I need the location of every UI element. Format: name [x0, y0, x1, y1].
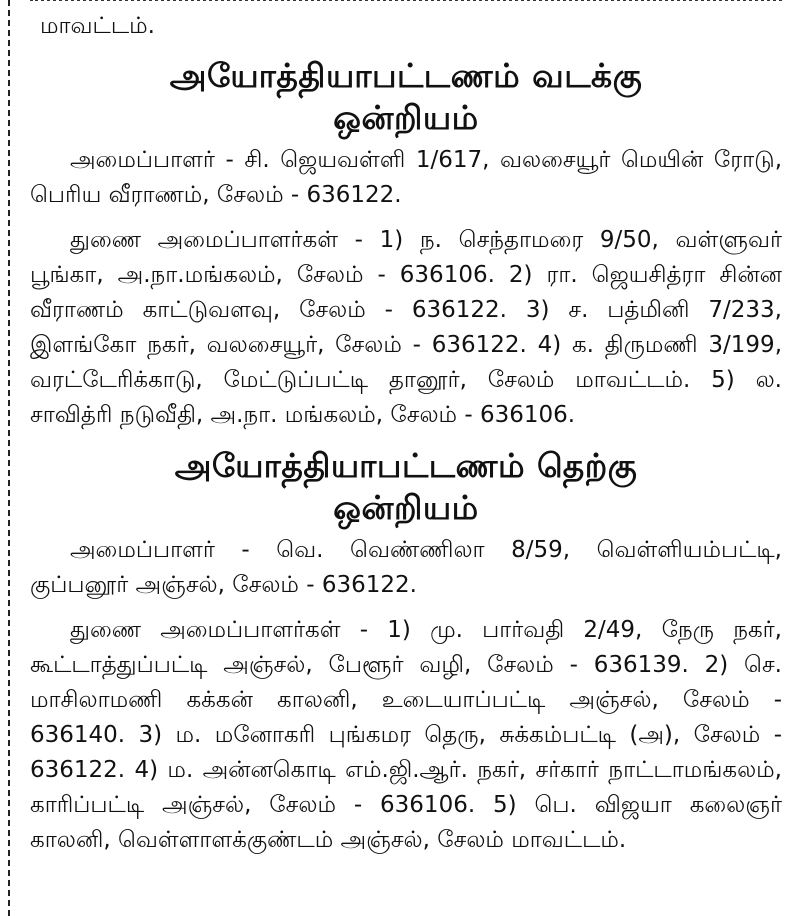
- section-south-union: [30, 445, 782, 858]
- section-heading-line1: அயோத்தியாபட்டணம் தெற்கு: [174, 446, 638, 485]
- previous-paragraph-end: மாவட்டம்.: [40, 13, 155, 39]
- clipped-previous-line: [30, 0, 782, 9]
- deputy-organizers-paragraph: துணை அமைப்பாளர்கள் - 1) ந. செந்தாமரை 9/50, வள்ளுவர் பூங்கா, அ.நா.மங்கலம், சேலம் - 636106. 2) ரா. ஜெயசித்ரா சின்ன வீராணம் காட்டுவளவு, சேலம் - 636122. 3) ச. பத்மினி 7/233, இளங்கோ நகர், வலசையூர், சேலம் - 636122. 4) க. திருமணி 3/199, வரட்டேரிக்காடு, மேட்டுப்பட்டி தானூர், சேலம் மாவட்டம். 5) ல. சாவித்ரி நடுவீதி, அ.நா. மங்கலம், சேலம் - 636106.: [30, 227, 782, 428]
- section-heading-line2: ஒன்றியம்: [333, 98, 479, 137]
- deputy-organizers-paragraph: துணை அமைப்பாளர்கள் - 1) மு. பார்வதி 2/49, நேரு நகர், கூட்டாத்துப்பட்டி அஞ்சல், பேளூர் வழி, சேலம் - 636139. 2) செ. மாசிலாமணி கக்கன் காலனி, உடையாப்பட்டி அஞ்சல், சேலம் - 636140. 3) ம. மனோகரி புங்கமர தெரு, சுக்கம்பட்டி (அ), சேலம் - 636122. 4) ம. அன்னகொடி எம்.ஜி.ஆர். நகர், சர்கார் நாட்டாமங்கலம், காரிப்பட்டி அஞ்சல், சேலம் - 636106. 5) பெ. விஜயா கலைஞர் காலனி, வெள்ளாளக்குண்டம் அஞ்சல், சேலம் மாவட்டம்.: [30, 617, 782, 853]
- article-column: [30, 0, 782, 868]
- organizer-paragraph: அமைப்பாளர் - வெ. வெண்ணிலா 8/59, வெள்ளியம்பட்டி, குப்பனூர் அஞ்சல், சேலம் - 636122.: [30, 537, 782, 598]
- section-heading: [30, 55, 782, 139]
- section-heading: [30, 445, 782, 529]
- section-north-union: [30, 55, 782, 433]
- organizer-paragraph: அமைப்பாளர் - சி. ஜெயவள்ளி 1/617, வலசையூர் மெயின் ரோடு, பெரிய வீராணம், சேலம் - 636122.: [30, 147, 782, 208]
- section-heading-line2: ஒன்றியம்: [333, 488, 479, 527]
- dashed-cut-line: [8, 0, 10, 916]
- section-heading-line1: அயோத்தியாபட்டணம் வடக்கு: [169, 56, 643, 95]
